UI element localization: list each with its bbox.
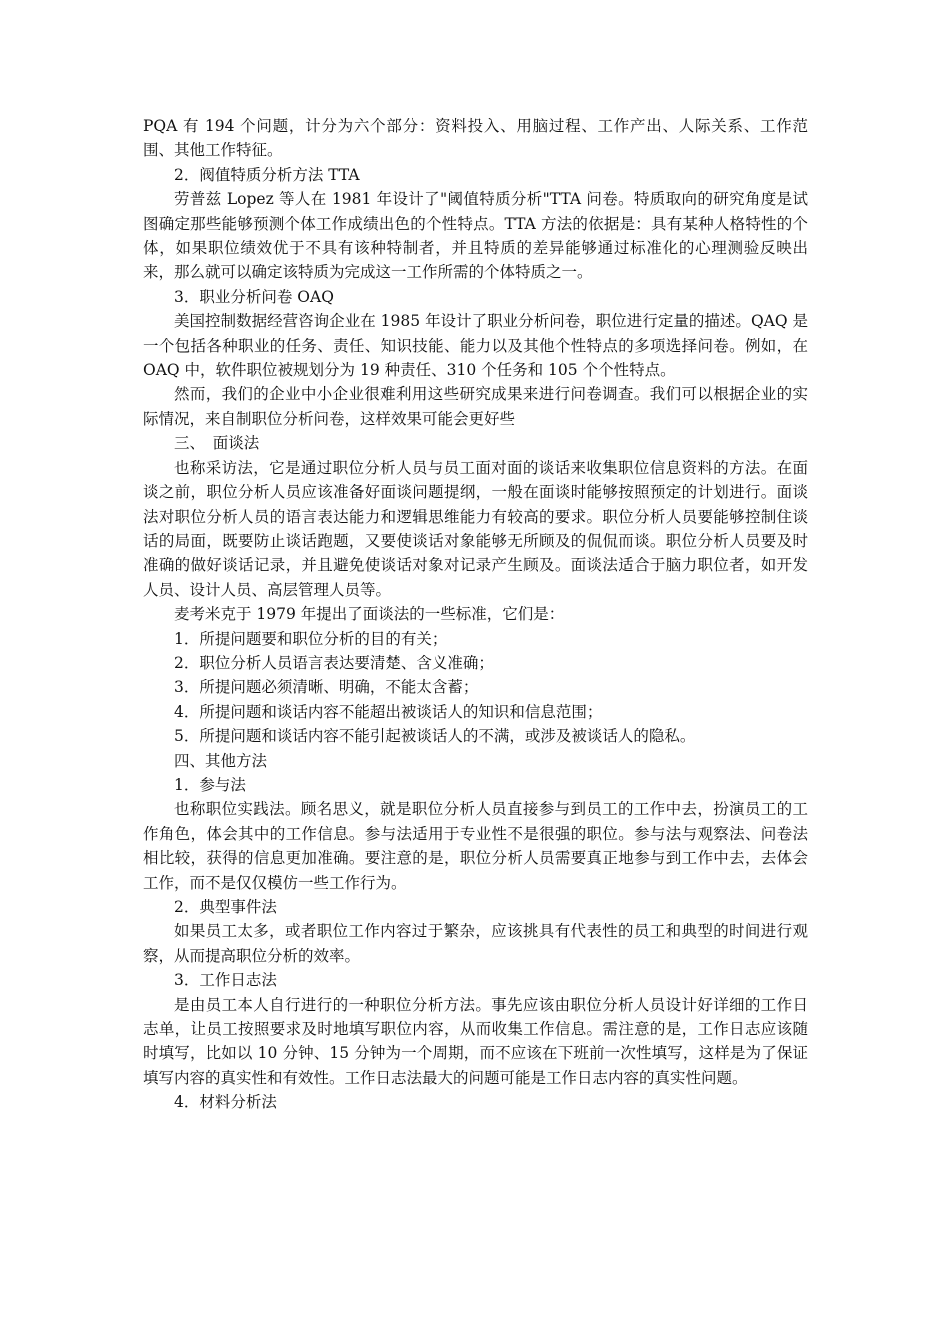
paragraph-interview-method: 也称采访法，它是通过职位分析人员与员工面对面的谈话来收集职位信息资料的方法。在面谈之前，职位分析人员应该准备好面谈问题提纲，一般在面谈时能够按照预定的计划进行。面谈法对职位分析人员的语言表达能力和逻辑思维能力有较高的要求。职位分析人员要能够控制住谈话的局面，既要防止谈话跑题，又要使谈话对象能够无所顾及的侃侃而谈。职位分析人员要及时准确的做好谈话记录，并且避免使谈话对象对记录产生顾及。面谈法适合于脑力职位者，如开发人员、设计人员、高层管理人员等。: [143, 458, 808, 599]
heading-tta: 2．阀值特质分析方法 TTA: [174, 165, 360, 184]
list-item-standard-5: 5．所提问题和谈话内容不能引起被谈话人的不满，或涉及被谈话人的隐私。: [174, 727, 696, 746]
list-item-standard-3: 3．所提问题必须清晰、明确，不能太含蓄；: [174, 678, 479, 697]
list-item-standard-2: 2．职位分析人员语言表达要清楚、含义准确；: [174, 653, 494, 672]
paragraph-critical-incident-method: 如果员工太多，或者职位工作内容过于繁杂，应该挑具有代表性的员工和典型的时间进行观察，从而提高职位分析的效率。: [143, 922, 808, 965]
heading-work-log-method: 3．工作日志法: [174, 971, 277, 990]
heading-interview-method: 三、 面谈法: [174, 434, 260, 453]
heading-participation-method: 1．参与法: [174, 775, 246, 794]
list-item-standard-1: 1．所提问题要和职位分析的目的有关；: [174, 629, 448, 648]
heading-oaq: 3．职业分析问卷 OAQ: [174, 287, 334, 306]
paragraph-work-log-method: 是由员工本人自行进行的一种职位分析方法。事先应该由职位分析人员设计好详细的工作日志单，让员工按照要求及时地填写职位内容，从而收集工作信息。需注意的是，工作日志应该随时填写，比如以 10 分钟、15 分钟为一个周期，而不应该在下班前一次性填写，这样是为了保证填写内容的真实性和有效性。工作日志法最大的问题可能是工作日志内容的真实性问题。: [143, 995, 808, 1087]
heading-critical-incident-method: 2．典型事件法: [174, 898, 277, 916]
paragraph-tta: 劳普兹 Lopez 等人在 1981 年设计了"阈值特质分析"TTA 问卷。特质取向的研究角度是试图确定那些能够预测个体工作成绩出色的个性特点。TTA 方法的依据是：具有某种人格特性的个体，如果职位绩效优于不具有该种特制者，并且特质的差异能够通过标准化的心理测验反映出来，那么就可以确定该特质为完成这一工作所需的个体特质之一。: [143, 190, 808, 282]
paragraph-mccormick-standards: 麦考米克于 1979 年提出了面谈法的一些标准，它们是：: [174, 605, 565, 624]
paragraph-pqa-summary: PQA 有 194 个问题，计分为六个部分：资料投入、用脑过程、工作产出、人际关系、工作范围、其他工作特征。: [143, 117, 808, 160]
document-body: [143, 114, 808, 1115]
paragraph-participation-method: 也称职位实践法。顾名思义，就是职位分析人员直接参与到员工的工作中去，扮演员工的工作角色，体会其中的工作信息。参与法适用于专业性不是很强的职位。参与法与观察法、问卷法相比较，获得的信息更加准确。要注意的是，职位分析人员需要真正地参与到工作中去，去体会工作，而不是仅仅模仿一些工作行为。: [143, 800, 808, 892]
list-item-standard-4: 4．所提问题和谈话内容不能超出被谈话人的知识和信息范围；: [174, 702, 603, 721]
heading-material-analysis-method: 4．材料分析法: [174, 1093, 277, 1112]
heading-other-methods: 四、其他方法: [174, 751, 268, 770]
paragraph-self-made-questionnaire: 然而，我们的企业中小企业很难利用这些研究成果来进行问卷调查。我们可以根据企业的实际情况，来自制职位分析问卷，这样效果可能会更好些: [143, 385, 808, 428]
paragraph-oaq: 美国控制数据经营咨询企业在 1985 年设计了职业分析问卷，职位进行定量的描述。QAQ 是一个包括各种职业的任务、责任、知识技能、能力以及其他个性特点的多项选择问卷。例如，在 OAQ 中，软件职位被规划分为 19 种责任、310 个任务和 105 个个性特点。: [143, 312, 808, 380]
